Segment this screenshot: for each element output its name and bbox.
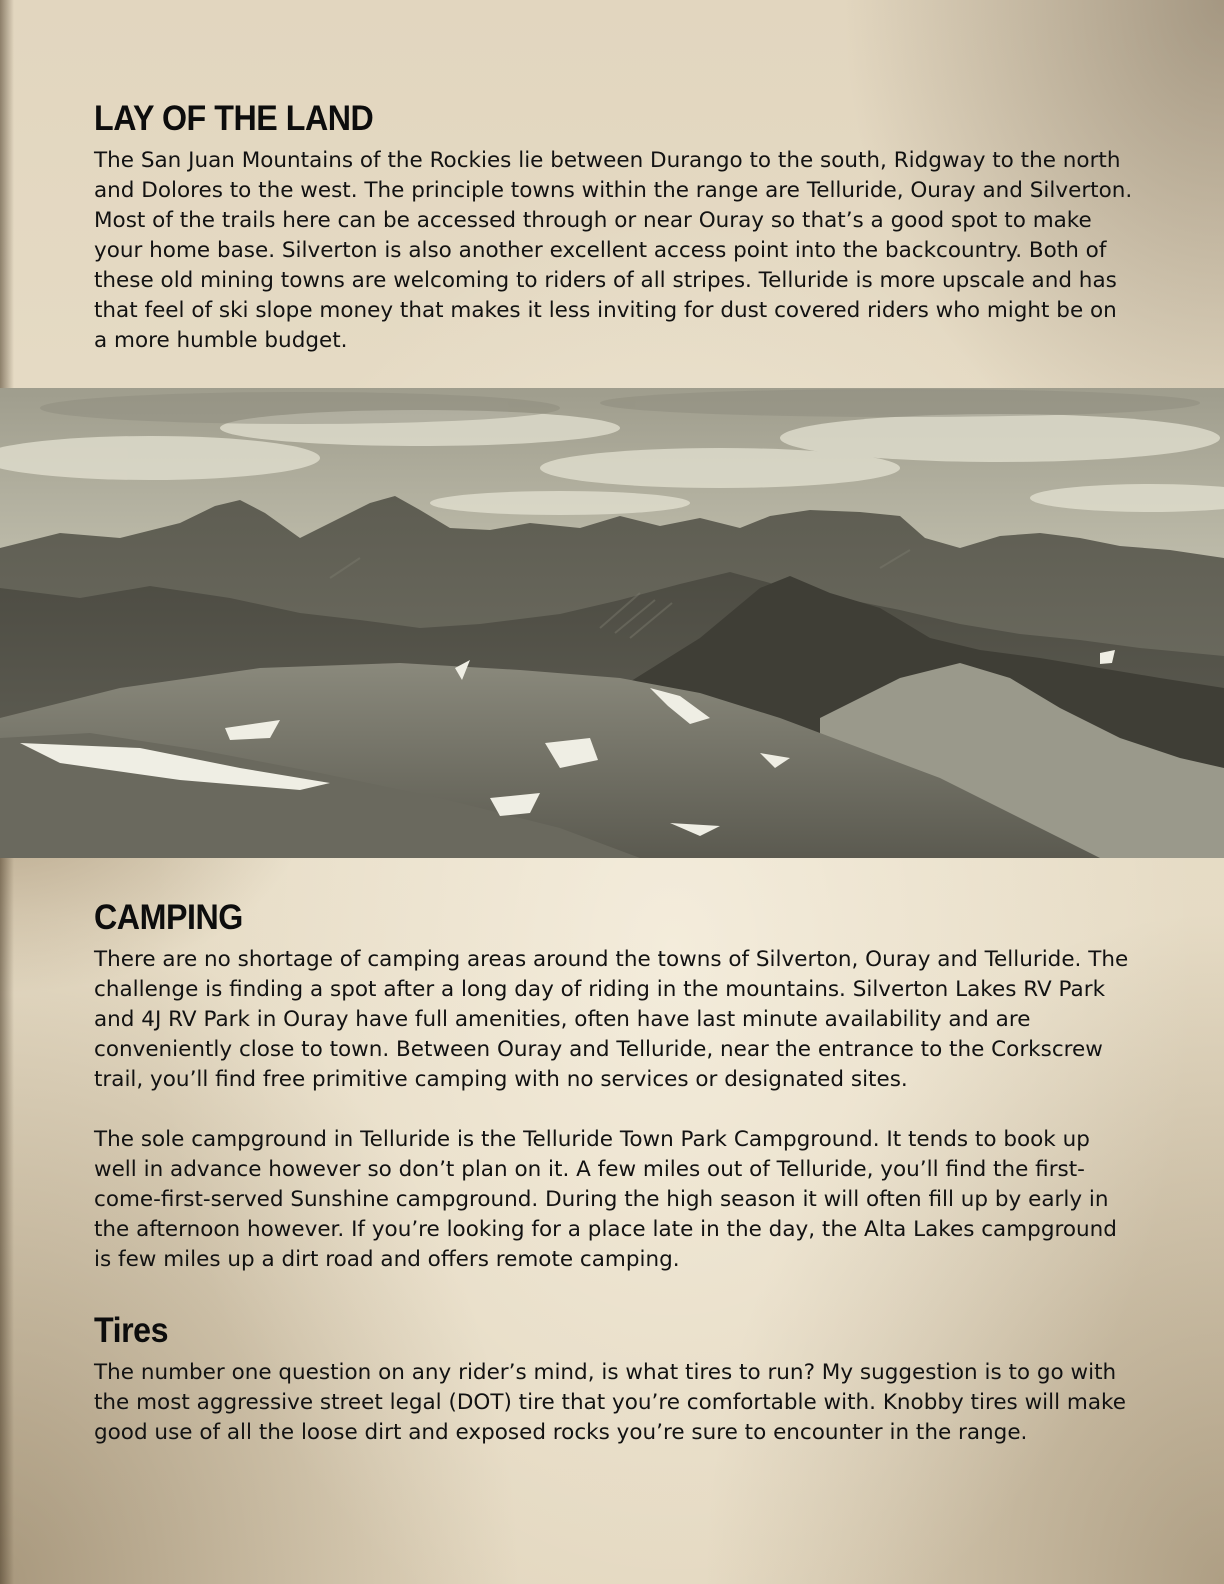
- heading-tires: Tires: [94, 1311, 169, 1350]
- paragraph-lay-of-the-land: The San Juan Mountains of the Rockies lie between Durango to the south, Ridgway to the north and Dolores to the west. The principle towns within the range are Telluride, Ouray and Silverton. Most of the trails here can be accessed through or near Ouray so that’s a good spot to make your home base. Silverton is also another excellent access point into the backcountry. Both of these old mining towns are welcoming to riders of all stripes. Telluride is more upscale and has that feel of ski slope money that makes it less inviting for dust covered riders who might be on a more humble budget.: [94, 148, 1133, 353]
- paragraph-camping-2: The sole campground in Telluride is the Telluride Town Park Campground. It tends to book up well in advance however so don’t plan on it. A few miles out of Telluride, you’ll find the first-come-first-served Sunshine campground. During the high season it will often fill up by early in the afternoon however. If you’re looking for a place late in the day, the Alta Lakes campground is few miles up a dirt road and offers remote camping.: [94, 1127, 1117, 1272]
- mountain-landscape-photo: [0, 388, 1224, 858]
- paragraph-camping-1: There are no shortage of camping areas around the towns of Silverton, Ouray and Telluride. The challenge is finding a spot after a long day of riding in the mountains. Silverton Lakes RV Park and 4J RV Park in Ouray have full amenities, often have last minute availability and are conveniently close to town. Between Ouray and Telluride, near the entrance to the Corkscrew trail, you’ll find free primitive camping with no services or designated sites.: [94, 947, 1129, 1092]
- section-lay-of-the-land: [94, 100, 1134, 356]
- section-tires: [94, 1312, 1134, 1448]
- section-camping: [94, 899, 1134, 1275]
- heading-camping: CAMPING: [94, 898, 243, 937]
- heading-lay-of-the-land: LAY OF THE LAND: [94, 99, 374, 138]
- paragraph-tires: The number one question on any rider’s mind, is what tires to run? My suggestion is to go with the most aggressive street legal (DOT) tire that you’re comfortable with. Knobby tires will make good use of all the loose dirt and exposed rocks you’re sure to encounter in the range.: [94, 1360, 1126, 1445]
